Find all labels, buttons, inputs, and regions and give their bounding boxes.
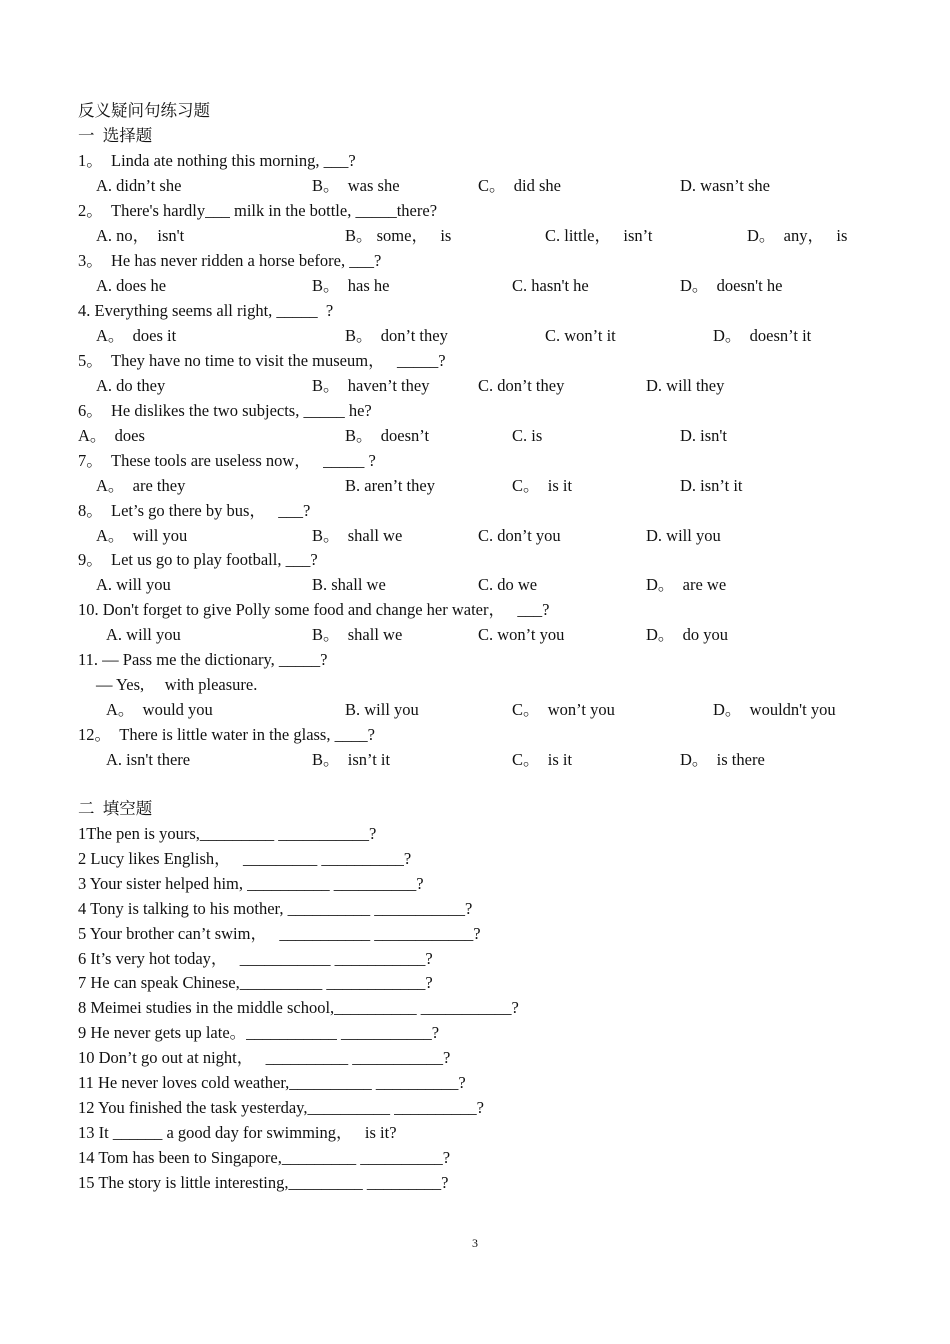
- answer-option: C. hasn't he: [512, 276, 589, 295]
- answer-option: D. will you: [646, 526, 721, 545]
- question-stem: 4. Everything seems all right, _____ ?: [78, 301, 334, 320]
- fill-in-item: 10 Don’t go out at night， __________ ___________?: [78, 1048, 451, 1068]
- question-stem: 9。 Let us go to play football, ___?: [78, 550, 318, 569]
- answer-option: D。 are we: [646, 575, 727, 594]
- answer-option: B。 doesn’t: [345, 426, 430, 445]
- answer-option: A. will you: [96, 575, 171, 594]
- answer-option: C. don’t they: [478, 376, 565, 395]
- answer-option: A。 are they: [96, 476, 186, 495]
- answer-option: C. is: [512, 426, 543, 445]
- answer-option: C. won’t you: [478, 625, 565, 644]
- answer-option: B。 isn’t it: [312, 750, 391, 769]
- answer-option: D。 do you: [646, 625, 729, 644]
- question-stem: 7。 These tools are useless now， _____ ?: [78, 451, 376, 470]
- answer-option: B。 some， is: [345, 226, 452, 245]
- answer-option: D。 doesn’t it: [713, 326, 812, 345]
- answer-option: A. will you: [106, 625, 181, 644]
- answer-option: A. do they: [96, 376, 166, 395]
- answer-option: B。 shall we: [312, 526, 403, 545]
- section-heading-choice: 一 选择题: [78, 126, 153, 145]
- answer-option: A. didn’t she: [96, 176, 182, 195]
- page-number: 3: [472, 1236, 478, 1250]
- answer-option: A。 does: [78, 426, 145, 445]
- fill-in-item: 6 It’s very hot today， ___________ ___________?: [78, 948, 433, 968]
- answer-option: B. shall we: [312, 575, 386, 594]
- answer-option: C。 did she: [478, 176, 561, 195]
- question-stem: 2。 There's hardly___ milk in the bottle, _____there?: [78, 201, 438, 220]
- answer-option: B。 haven’t they: [312, 376, 430, 395]
- answer-option: A. isn't there: [106, 750, 191, 769]
- answer-option: B。 don’t they: [345, 326, 448, 345]
- answer-option: B。 has he: [312, 276, 390, 295]
- fill-in-item: 9 He never gets up late。___________ ___________?: [78, 1023, 440, 1043]
- answer-option: D. wasn’t she: [680, 176, 770, 195]
- answer-option: A。 would you: [106, 700, 213, 719]
- answer-option: D。 wouldn't you: [713, 700, 836, 719]
- answer-option: C. don’t you: [478, 526, 561, 545]
- answer-option: D。 any， is: [747, 226, 848, 245]
- answer-option: A. does he: [96, 276, 167, 295]
- question-stem: 1。 Linda ate nothing this morning, ___?: [78, 151, 356, 170]
- question-stem: 11. — Pass me the dictionary, _____?: [78, 650, 328, 669]
- question-stem: 6。 He dislikes the two subjects, _____ he?: [78, 401, 372, 420]
- answer-option: C. won’t it: [545, 326, 616, 345]
- question-reply: — Yes, with pleasure.: [96, 675, 258, 694]
- question-stem: 5。 They have no time to visit the museum， _____?: [78, 351, 446, 370]
- answer-option: B. aren’t they: [345, 476, 435, 495]
- answer-option: D. will they: [646, 376, 725, 395]
- answer-option: A. no， isn't: [96, 226, 185, 245]
- page-title: 反义疑问句练习题: [78, 101, 210, 120]
- answer-option: C。 is it: [512, 750, 573, 769]
- answer-option: A。 does it: [96, 326, 177, 345]
- answer-option: C。 won’t you: [512, 700, 615, 719]
- fill-in-item: 14 Tom has been to Singapore,_________ __________?: [78, 1147, 451, 1167]
- section-heading-fill: 二 填空题: [78, 799, 153, 818]
- fill-in-item: 15 The story is little interesting,_________ _________?: [78, 1172, 449, 1192]
- answer-option: D。 is there: [680, 750, 765, 769]
- question-stem: 10. Don't forget to give Polly some food and change her water， ___?: [78, 600, 550, 619]
- answer-option: D. isn’t it: [680, 476, 743, 495]
- answer-option: B. will you: [345, 700, 419, 719]
- fill-in-item: 4 Tony is talking to his mother, __________ ___________?: [78, 898, 473, 918]
- answer-option: C。 is it: [512, 476, 573, 495]
- question-stem: 3。 He has never ridden a horse before, ___?: [78, 251, 382, 270]
- fill-in-item: 13 It ______ a good day for swimming， is it?: [78, 1122, 397, 1142]
- answer-option: A。 will you: [96, 526, 188, 545]
- answer-option: C. little， isn’t: [545, 226, 653, 245]
- fill-in-item: 12 You finished the task yesterday,__________ __________?: [78, 1097, 484, 1117]
- question-stem: 12。 There is little water in the glass, ____?: [78, 725, 375, 744]
- fill-in-item: 1The pen is yours,_________ ___________?: [78, 824, 377, 843]
- fill-in-item: 11 He never loves cold weather,__________ __________?: [78, 1073, 466, 1092]
- answer-option: B。 was she: [312, 176, 400, 195]
- fill-in-item: 8 Meimei studies in the middle school,__________ ___________?: [78, 998, 519, 1018]
- answer-option: D。 doesn't he: [680, 276, 783, 295]
- fill-in-item: 5 Your brother can’t swim， ___________ ____________?: [78, 923, 481, 943]
- fill-in-item: 7 He can speak Chinese,__________ ____________?: [78, 973, 433, 993]
- answer-option: B。 shall we: [312, 625, 403, 644]
- answer-option: D. isn't: [680, 426, 727, 445]
- answer-option: C. do we: [478, 575, 538, 594]
- question-stem: 8。 Let’s go there by bus， ___?: [78, 501, 311, 520]
- fill-in-item: 2 Lucy likes English， _________ __________?: [78, 848, 412, 868]
- fill-in-item: 3 Your sister helped him, __________ __________?: [78, 873, 424, 893]
